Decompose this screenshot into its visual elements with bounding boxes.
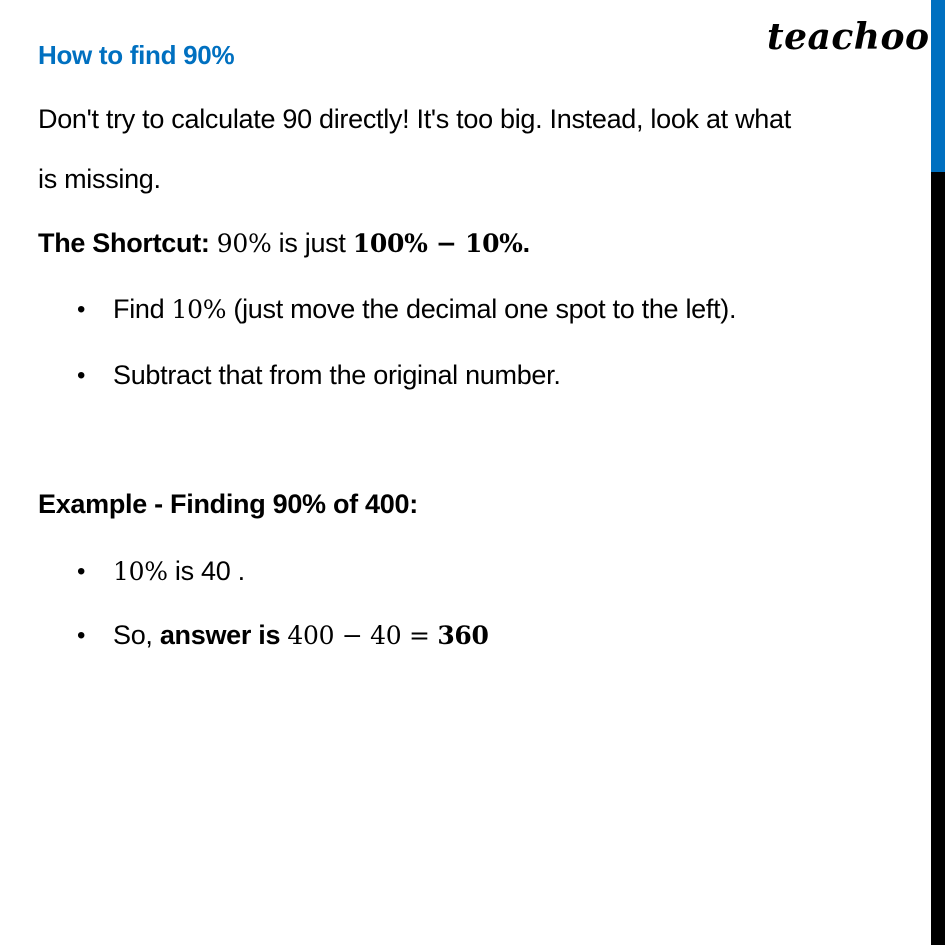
side-bar-dark xyxy=(931,172,945,945)
shortcut-line xyxy=(38,228,530,259)
step-2: Subtract that from the original number. xyxy=(113,360,561,390)
example-item-2-bold: answer is xyxy=(159,620,288,650)
step-1-math: 10% xyxy=(171,295,227,324)
step-1-prefix: Find xyxy=(113,294,172,324)
example-item-1 xyxy=(113,556,245,587)
example-item-2 xyxy=(113,620,489,651)
intro-line-2: is missing. xyxy=(38,164,161,194)
intro-line-1: Don't try to calculate 90 directly! It's too big. Instead, look at what xyxy=(38,104,791,134)
shortcut-math-expression: 100% − 10% xyxy=(352,229,523,258)
shortcut-math-90: 90% xyxy=(216,229,272,258)
step-1-suffix: (just move the decimal one spot to the left). xyxy=(226,294,737,324)
slide-title: How to find 90% xyxy=(38,40,235,70)
bullet-icon: • xyxy=(77,558,86,585)
example-item-2-prefix: So, xyxy=(113,620,160,650)
example-item-2-math: 400 − 40 = xyxy=(287,621,438,650)
bullet-icon: • xyxy=(77,296,86,323)
shortcut-end: . xyxy=(522,228,530,258)
bullet-icon: • xyxy=(77,622,86,649)
example-heading: Example - Finding 90% of 400: xyxy=(38,489,418,519)
shortcut-text: is just xyxy=(271,228,353,258)
example-item-1-suffix: is 40 . xyxy=(167,556,245,586)
example-item-2-answer: 360 xyxy=(437,621,489,650)
side-bar-accent xyxy=(931,0,945,172)
example-item-1-math: 10% xyxy=(113,557,168,586)
slide-side-bar xyxy=(931,0,945,945)
teachoo-logo: teachoo xyxy=(767,16,930,58)
step-1 xyxy=(113,294,736,325)
shortcut-label: The Shortcut: xyxy=(38,228,210,258)
bullet-icon: • xyxy=(77,362,86,389)
